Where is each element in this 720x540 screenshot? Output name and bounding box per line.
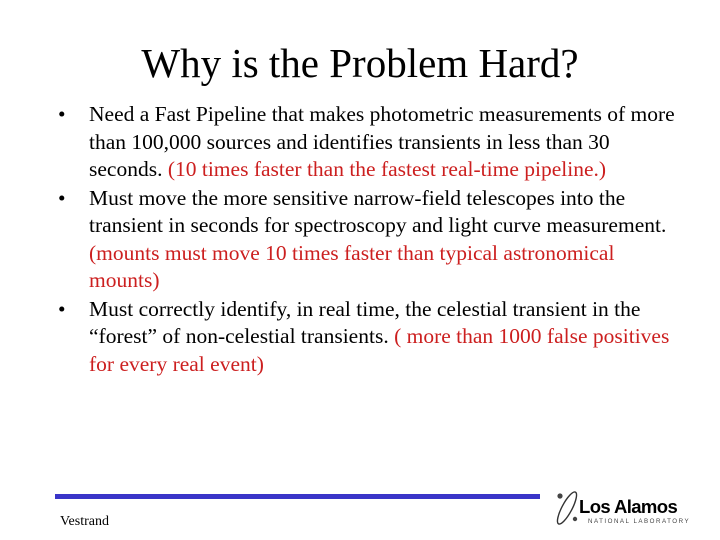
bullet-highlight: (mounts must move 10 times faster than typical astronomical mounts): [89, 240, 615, 292]
bullet-item: [58, 101, 678, 184]
bullet-text: Must move the more sensitive narrow-field telescopes into the transient in seconds for spectroscopy and light curve measurement.: [89, 185, 667, 237]
logo-wordmark: Los Alamos: [579, 496, 678, 517]
bullet-marker: •: [58, 296, 66, 321]
bullet-item: [58, 185, 678, 295]
bullet-highlight: ( more than 1000 false positives for every real event): [89, 324, 670, 376]
bullet-text: Need a Fast Pipeline that makes photometric measurements of more than 100,000 sources and identifies transients in less than 30 seconds.: [89, 102, 675, 181]
slide-title: Why is the Problem Hard?: [141, 40, 579, 86]
bullet-item: [58, 296, 678, 379]
footer-author: Vestrand: [60, 514, 109, 529]
bullet-highlight: (10 times faster than the fastest real-time pipeline.): [167, 157, 607, 181]
bullet-marker: •: [58, 102, 66, 126]
bullet-text: Must correctly identify, in real time, the celestial transient in the “forest” of non-celestial transients.: [89, 296, 641, 348]
bullet-marker: •: [58, 185, 66, 210]
bullet-list: [58, 101, 678, 379]
logo-subtitle: NATIONAL LABORATORY: [588, 518, 691, 525]
footer-rule: [55, 494, 540, 499]
los-alamos-logo: [553, 486, 691, 530]
